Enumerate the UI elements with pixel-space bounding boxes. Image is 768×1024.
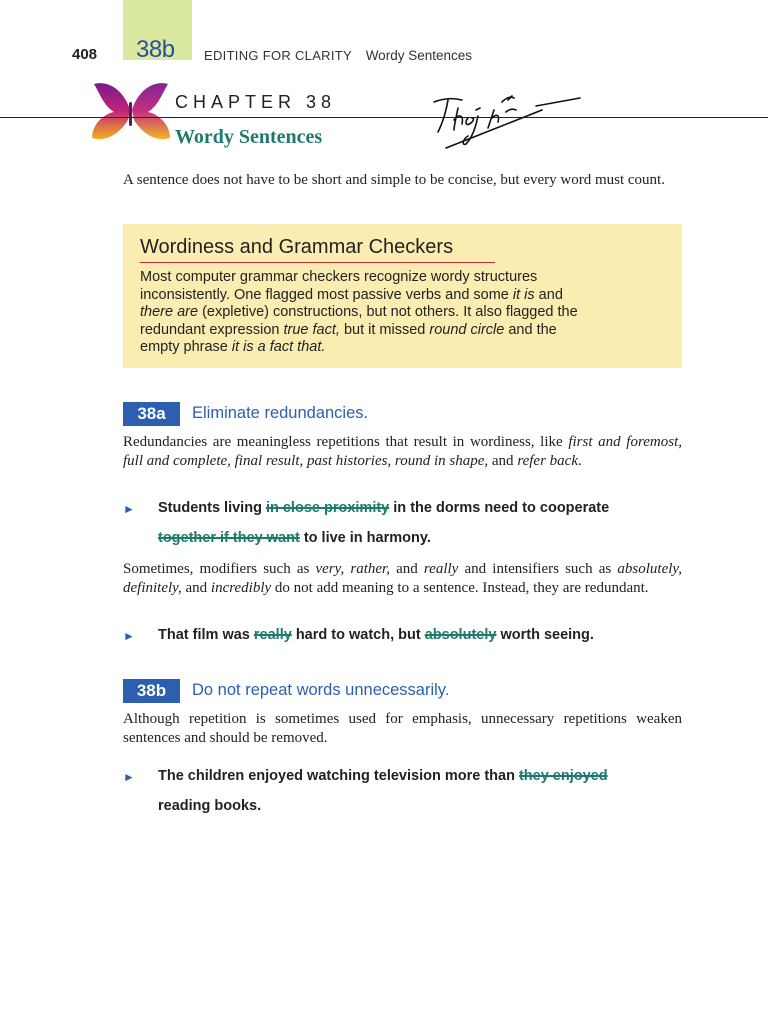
arrow-bullet-icon: ►: [123, 502, 135, 516]
italic-term: there are: [140, 304, 199, 320]
section-badge-38a: 38a: [123, 402, 180, 426]
running-head-title: EDITING FOR CLARITY: [204, 48, 352, 63]
section-heading-38a: Eliminate redundancies.: [192, 404, 369, 422]
butterfly-logo: [86, 80, 174, 148]
chapter-label: CHAPTER 38: [175, 92, 337, 112]
box-body-line: Most computer grammar checkers recognize wordy structures: [140, 269, 538, 285]
italic-term: it is a fact that.: [231, 339, 326, 355]
italic-term: really: [423, 561, 459, 577]
grammar-checker-box: [123, 224, 682, 368]
deleted-words: in close proximity: [265, 500, 390, 516]
running-head-subtitle: Wordy Sentences: [365, 48, 472, 63]
page-number: 408: [72, 46, 98, 63]
modifiers-paragraph: Sometimes, modifiers such as very, rather, and really and intensifiers such as absolutely, definitely, and incredibly do not add meaning to a sentence. Instead, they are redundant.: [123, 561, 682, 596]
running-head: [204, 48, 472, 63]
section-heading-38b: Do not repeat words unnecessarily.: [192, 681, 450, 699]
deleted-words: they enjoyed: [518, 768, 608, 784]
box-body-line: empty phrase it is a fact that.: [140, 339, 326, 355]
italic-term: refer back: [517, 452, 578, 469]
example-line: together if they want to live in harmony.: [158, 530, 431, 546]
box-body-line: inconsistently. One flagged most passive verbs and some it is and: [140, 286, 563, 303]
box-title: Wordiness and Grammar Checkers: [140, 236, 454, 258]
box-body-line: redundant expression true fact, but it missed round circle and the: [140, 321, 557, 338]
italic-term: it is: [512, 286, 535, 303]
section-badge-38b: 38b: [123, 679, 180, 703]
box-body: [140, 269, 670, 357]
repetition-paragraph: Although repetition is sometimes used for emphasis, unnecessary repetitions weaken sentences and should be removed.: [123, 711, 682, 746]
intro-paragraph: [123, 171, 682, 190]
intro-text: A sentence does not have to be short and simple to be concise, but every word must count.: [123, 172, 665, 188]
deleted-words: really: [253, 627, 292, 643]
example-line: reading books.: [158, 798, 262, 814]
example-line: Students living in close proximity in the dorms need to cooperate: [158, 500, 610, 516]
example-line: That film was really hard to watch, but absolutely worth seeing.: [158, 627, 594, 643]
italic-term: first and foremost, full and complete, final result, past histories, round in shape,: [123, 434, 682, 469]
chapter-rule: [0, 117, 768, 118]
italic-term: very, rather,: [315, 561, 390, 577]
redundancies-paragraph: Redundancies are meaningless repetitions that result in wordiness, like first and foremost, full and complete, final result, past histories, round in shape, and refer back.: [123, 434, 682, 469]
handwritten-signature: [432, 88, 582, 152]
tab-section-code: 38b: [136, 36, 175, 63]
arrow-bullet-icon: ►: [123, 770, 135, 784]
arrow-bullet-icon: ►: [123, 629, 135, 643]
chapter-title: Wordy Sentences: [175, 126, 323, 148]
example-line: The children enjoyed watching television more than they enjoyed: [158, 768, 608, 784]
italic-term: absolutely, definitely,: [123, 561, 682, 596]
deleted-words: absolutely: [424, 627, 497, 643]
box-body-line: there are (expletive) constructions, but not others. It also flagged the: [140, 304, 578, 320]
italic-term: incredibly: [210, 579, 272, 596]
italic-term: true fact,: [283, 321, 340, 338]
box-title-rule: [140, 262, 495, 263]
deleted-words: together if they want: [158, 530, 300, 546]
italic-term: round circle: [429, 321, 505, 338]
